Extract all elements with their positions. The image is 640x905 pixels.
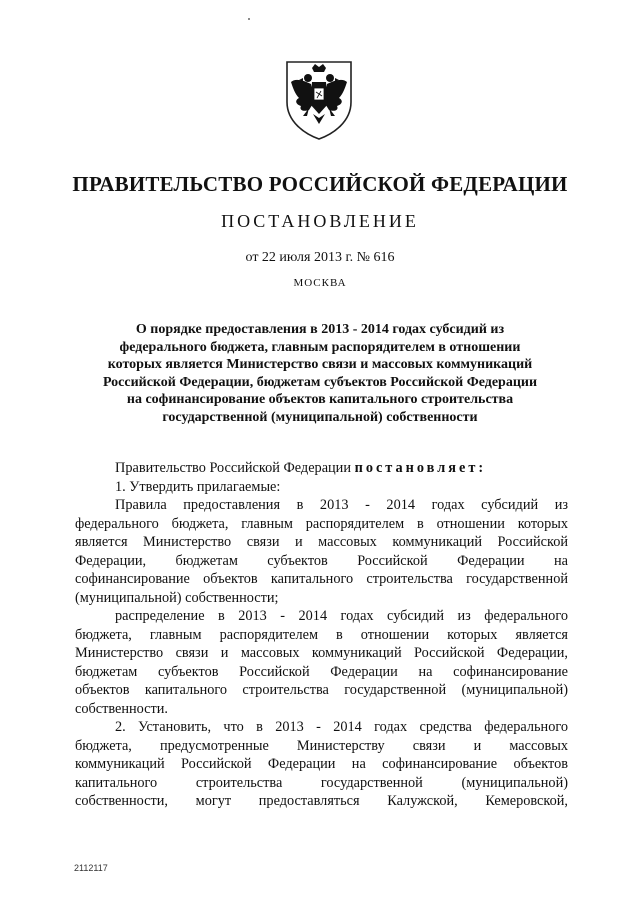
resolves-word: постановляет: (354, 460, 487, 476)
rules-line: федерального бюджета, главным распорядителем в отношении которых (75, 515, 568, 532)
subject-line: федерального бюджета, главным распорядителем в отношении (119, 339, 521, 355)
intro-line (75, 459, 568, 478)
intro-text: Правительство Российской Федерации (115, 460, 355, 476)
coat-of-arms-icon (281, 58, 357, 142)
item-2-line: собственности, могут предоставляться Калужской, Кемеровской, (75, 793, 568, 809)
decree-subject (90, 321, 550, 426)
government-title: ПРАВИТЕЛЬСТВО РОССИЙСКОЙ ФЕДЕРАЦИИ (72, 172, 568, 196)
decree-body (75, 459, 568, 811)
item-1-line: 1. Утвердить прилагаемые: (115, 478, 281, 495)
item-1 (75, 478, 568, 497)
item-2-line: коммуникаций Российской Федерации на софинансирование объектов (75, 756, 568, 772)
date-and-number: от 22 июля 2013 г. № 616 (245, 250, 395, 265)
rules-line: софинансирование объектов капитального строительства государственной (75, 571, 568, 587)
item-2-line: бюджета, предусмотренные Министерству связи и массовых (75, 737, 568, 754)
subject-line: О порядке предоставления в 2013 - 2014 годах субсидий из (135, 322, 505, 337)
document-type: ПОСТАНОВЛЕНИЕ (221, 211, 419, 231)
rules-line: Федерации, бюджетам субъектов Российской Федерации на (75, 552, 568, 569)
distribution-line: распределение в 2013 - 2014 годах субсидий из федерального (115, 608, 568, 624)
scan-speck (248, 18, 250, 20)
item-2 (75, 718, 568, 811)
rules-line: является Министерство связи и массовых коммуникаций Российской (75, 534, 568, 550)
city: МОСКВА (293, 277, 347, 289)
distribution-line: объектов капитального строительства государственной (муниципальной) (75, 682, 568, 698)
item-2-line: 2. Установить, что в 2013 - 2014 годах средства федерального (115, 719, 568, 735)
subject-line: Российской Федерации, бюджетам субъектов Российской Федерации (102, 374, 538, 390)
distribution-line: бюджетам субъектов Российской Федерации на софинансирование (75, 663, 568, 680)
distribution-paragraph (75, 607, 568, 718)
rules-line: Правила предоставления в 2013 - 2014 годах субсидий из (115, 497, 568, 513)
distribution-line: Министерство связи и массовых коммуникаций Российской Федерации, (75, 645, 568, 661)
intro-paragraph (75, 459, 568, 478)
rules-line: (муниципальной) собственности; (75, 589, 279, 606)
subject-line: государственной (муниципальной) собственности (162, 409, 478, 425)
subject-line: на софинансирование объектов капитального строительства (126, 392, 514, 407)
rules-paragraph (75, 496, 568, 607)
document-code: 2112117 (74, 863, 108, 873)
subject-line: которых является Министерство связи и массовых коммуникаций (107, 357, 533, 372)
distribution-line: собственности. (75, 700, 168, 717)
distribution-line: бюджета, главным распорядителем в отношении которых является (75, 626, 568, 643)
item-2-line: капитального строительства государственной (муниципальной) (75, 774, 568, 791)
